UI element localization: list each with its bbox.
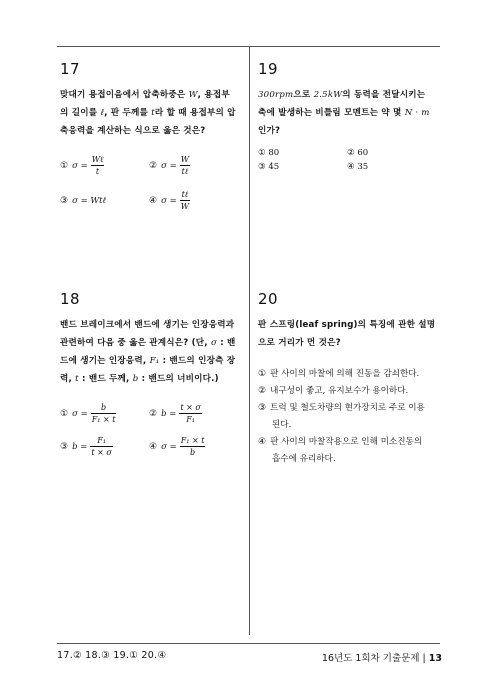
- fraction: $\frac{\text{F₁ × t}}{b}$: [180, 436, 205, 457]
- question-18: [60, 290, 238, 470]
- options: [60, 402, 238, 458]
- fraction: $\frac{\text{Wℓ}}{t}$: [91, 155, 104, 176]
- text-part: 맞대기 용접이음에서 압축하중은: [60, 90, 189, 100]
- question-number: 18: [60, 290, 81, 308]
- question-text: 밴드 브레이크에서 밴드에 생기는 인장응력과 관련하여 다음 중 옳은 관계식은? (단, σ : 밴드에 생기는 인장응력, F₁ : 밴드의 인장측 장력, t : 밴드 두께, b : 밴드의 너비이다.): [60, 320, 236, 384]
- text-part: , 판 두께를: [104, 108, 152, 118]
- option-2[interactable]: ② 내구성이 좋고, 유지보수가 용이하다.: [258, 386, 409, 396]
- fraction: $\frac{t \times \sigma}{\text{F₁}}$: [180, 403, 201, 424]
- option-3[interactable]: ③ b = $\frac{\text{F₁}}{t \times \sigma}$: [60, 436, 112, 457]
- answer-key: 17.② 18.③ 19.① 20.④: [57, 650, 167, 661]
- math-var: W: [188, 90, 198, 100]
- separator: |: [422, 653, 426, 664]
- option-3[interactable]: ③ 45: [258, 162, 280, 172]
- option-1[interactable]: ① σ = $\frac{\text{Wℓ}}{t}$: [60, 155, 104, 176]
- question-19: [258, 60, 436, 184]
- option-2[interactable]: ② 60: [347, 148, 369, 158]
- text-part: 라 할 때 용접부의 압축응력을 계산하는 식으로 옳은 것은?: [60, 108, 236, 136]
- question-20: [258, 290, 436, 468]
- options: [258, 148, 436, 172]
- question-text: 판 스프링(leaf spring)의 특징에 관한 설명으로 거리가 먼 것은?: [258, 320, 436, 348]
- question-number: 19: [258, 60, 279, 78]
- page-number: 13: [428, 653, 442, 664]
- math-var: N · m: [404, 108, 430, 118]
- option-2[interactable]: ② σ = $\frac{W}{\text{tℓ}}$: [149, 155, 189, 176]
- math-var: t: [151, 108, 155, 118]
- option-4[interactable]: ④ 35: [347, 162, 369, 172]
- option-1[interactable]: ① σ = $\frac{b}{\text{F₁ × t}}$: [60, 403, 116, 424]
- series-title: 16년도 1회차 기출문제: [321, 653, 420, 664]
- question-number: 20: [258, 290, 279, 308]
- question-text: [60, 86, 238, 140]
- option-4[interactable]: ④ σ = $\frac{\text{F₁ × t}}{b}$: [149, 436, 205, 457]
- option-3[interactable]: ③ 트럭 및 철도차량의 현가장치로 주로 이용 된다.: [258, 403, 425, 430]
- question-17: [60, 60, 238, 224]
- option-3[interactable]: ③ σ = Wtℓ: [60, 195, 107, 206]
- math-var: t: [75, 374, 79, 384]
- fraction: $\frac{b}{\text{F₁ × t}}$: [91, 403, 116, 424]
- fraction: $\frac{W}{\text{tℓ}}$: [180, 155, 189, 176]
- option-1[interactable]: ① 판 사이의 마찰에 의해 진동을 감쇠한다.: [258, 369, 420, 379]
- question-number: 17: [60, 60, 81, 78]
- text-part: , 용접부의 길이를: [60, 90, 230, 118]
- options: [60, 154, 238, 212]
- option-2[interactable]: ② b = $\frac{t \times \sigma}{\text{F₁}}$: [149, 403, 201, 424]
- math-var: 2.5kW: [313, 90, 343, 100]
- math-var: ℓ: [100, 108, 105, 118]
- options: [258, 366, 436, 468]
- option-4[interactable]: ④ σ = $\frac{\text{tℓ}}{W}$: [149, 190, 189, 211]
- fraction: $\frac{\text{F₁}}{t \times \sigma}$: [91, 436, 112, 457]
- page-footer: [322, 650, 442, 664]
- math-var: 300rpm: [258, 90, 294, 100]
- column-divider: [249, 47, 250, 635]
- option-1[interactable]: ① 80: [258, 148, 280, 158]
- math-var: σ: [210, 338, 218, 348]
- question-text: 300rpm으로 2.5kW의 동력을 전달시키는 축에 발생하는 비틀림 모멘트는 약 몇 N · m 인가?: [258, 90, 430, 136]
- fraction: $\frac{\text{tℓ}}{W}$: [180, 190, 189, 211]
- math-var: F₁: [149, 356, 160, 366]
- option-4[interactable]: ④ 판 사이의 마찰작용으로 인해 미소진동의 흡수에 유리하다.: [258, 437, 423, 464]
- math-var: b: [132, 374, 139, 384]
- bottom-rule: [57, 643, 440, 644]
